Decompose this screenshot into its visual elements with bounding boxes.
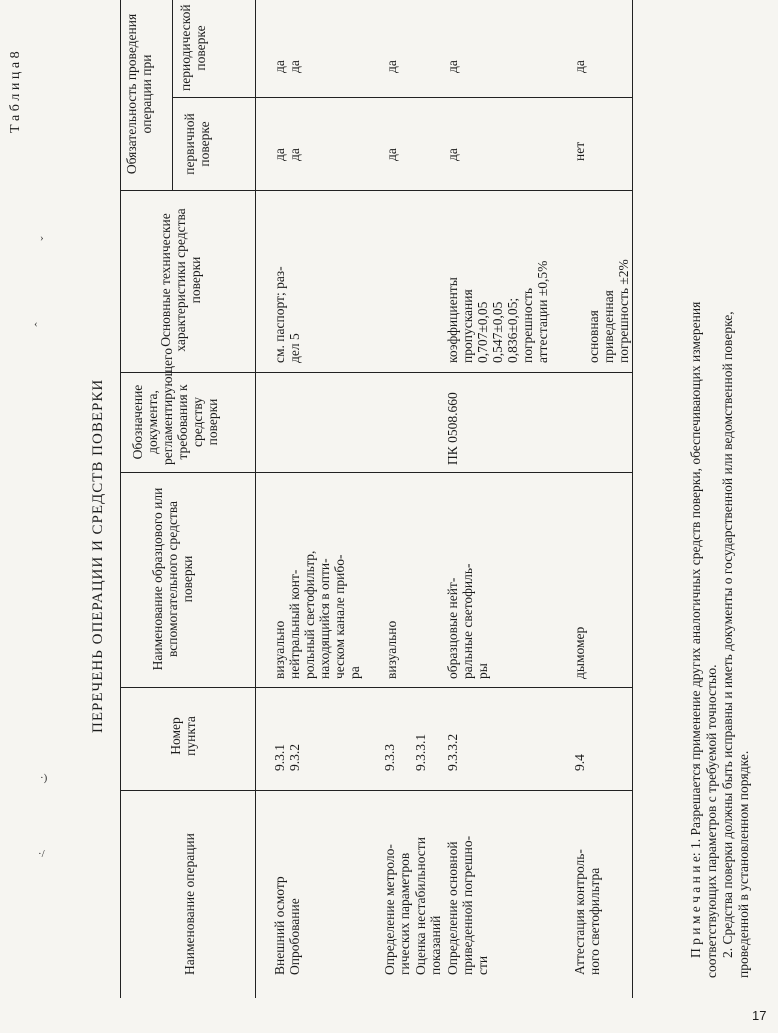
cell-primary: да [384, 148, 399, 161]
column-divider [120, 472, 632, 473]
note-text-1: 1. Разрешается применение других аналогичных средств поверки, обеспечивающих измерения [688, 301, 703, 850]
header-bottom-border [255, 0, 256, 998]
cell-instrument: визуально [384, 620, 399, 679]
table-bottom-border [632, 0, 633, 998]
cell-operation: Определение метроло- гических параметров [382, 844, 412, 975]
cell-number: 9.3.3.1 [413, 733, 428, 771]
note-line-2: соответствующих параметров с требуемой точностью. [704, 664, 719, 978]
cell-operation: Аттестация контроль- ного светофильтра [572, 849, 602, 975]
cell-operation: Внешний осмотр Опробование [272, 876, 302, 975]
cell-number: 9.3.1 9.3.2 [272, 744, 302, 771]
cell-periodic: да [384, 60, 399, 73]
cell-operation: Определение основной приведенной погрешно- сти [445, 835, 490, 975]
scan-mark: ‹ [34, 318, 38, 330]
scan-mark: ·/ [38, 848, 45, 860]
table-label: Т а б л и ц а 8 [8, 51, 23, 133]
header-number: Номер пункта [168, 716, 198, 756]
cell-primary: да да [272, 148, 302, 161]
cell-characteristics: см. паспорт; раз- дел 5 [272, 266, 302, 363]
table-top-border [120, 0, 121, 998]
header-primary: первичной поверке [182, 113, 212, 175]
cell-periodic: да [445, 60, 460, 73]
cell-number: 9.3.3.2 [445, 733, 460, 771]
cell-primary: да [445, 148, 460, 161]
column-divider [120, 190, 632, 191]
header-obligation: Обязательность проведения операции при [124, 13, 154, 175]
cell-periodic: да [572, 60, 587, 73]
note-line-1 [688, 302, 703, 958]
table-title: ПЕРЕЧЕНЬ ОПЕРАЦИИ И СРЕДСТВ ПОВЕРКИ [90, 378, 106, 733]
header-characteristics: Основные технические характеристики средства поверки [158, 208, 203, 352]
scan-mark: ·) [40, 772, 48, 784]
column-divider [120, 687, 632, 688]
cell-characteristics: основная приведенная погрешность ±2% [586, 259, 631, 363]
header-document: Обозначение документа, регламентирующего требования к средству поверки [130, 348, 220, 465]
header-operation: Наименование операции [182, 833, 197, 975]
column-divider [120, 372, 632, 373]
cell-instrument: дымомер [572, 626, 587, 679]
column-divider [120, 790, 632, 791]
cell-document: ПК 0508.660 [445, 392, 460, 465]
note-line-3: 2. Средства поверки должны быть исправны и иметь документы о государственной или ведомственной поверке, [720, 311, 735, 958]
note-label: П р и м е ч а н и е: [688, 852, 703, 958]
cell-primary: нет [572, 141, 587, 161]
scan-mark: › [40, 232, 44, 244]
cell-number: 9.4 [572, 754, 587, 771]
cell-periodic: да да [272, 60, 302, 73]
column-divider [172, 97, 632, 98]
header-instrument: Наименование образцового или вспомогательного средства поверки [150, 487, 195, 671]
cell-instrument: образцовые нейт- ральные светофиль- ры [445, 563, 490, 679]
page-number: 17 [752, 1008, 767, 1023]
cell-operation: Оценка нестабильности показаний [413, 837, 443, 975]
cell-instrument: визуально нейтральный конт- рольный светофильтр, находящийся в опти- ческом канале прибо- ра [272, 550, 362, 679]
cell-characteristics: коэффициенты пропускания 0,707±0,05 0,547±0,05 0,836±0,05; погрешность аттестации ±0,5% [445, 260, 550, 363]
header-periodic: периодической поверке [178, 4, 208, 91]
obligation-subheader-border [172, 0, 173, 191]
note-line-4: проведенной в установленном порядке. [736, 750, 751, 978]
cell-number: 9.3.3 [382, 744, 397, 771]
